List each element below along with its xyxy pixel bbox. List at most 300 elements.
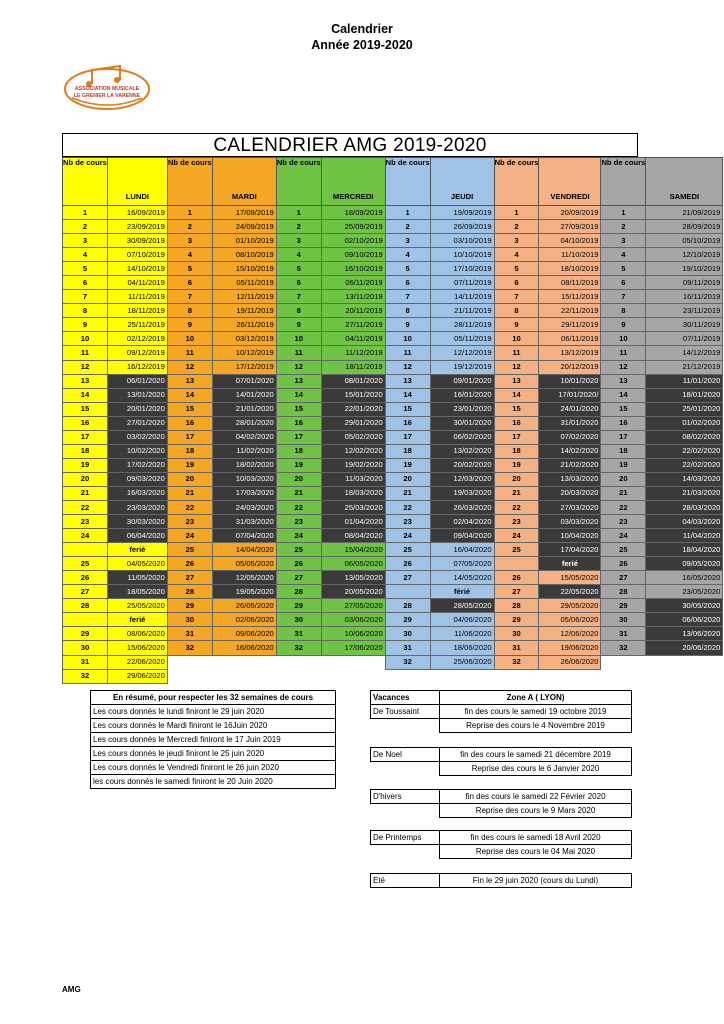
- session-date-lundi: 25/11/2019: [107, 318, 167, 332]
- session-number-jeudi: 5: [385, 262, 430, 276]
- session-date-mardi: 21/01/2020: [212, 402, 276, 416]
- calendar-row: [63, 627, 723, 641]
- session-date-mardi: 14/04/2020: [212, 543, 276, 557]
- session-number-lundi: 20: [63, 472, 108, 486]
- session-number-samedi: 8: [601, 304, 646, 318]
- session-date-lundi: 30/03/2020: [107, 515, 167, 529]
- calendar-row: [63, 571, 723, 585]
- session-date-jeudi: 02/04/2020: [430, 515, 494, 529]
- session-number-mercredi: 20: [276, 472, 321, 486]
- session-number-mercredi: 5: [276, 262, 321, 276]
- session-date-lundi: 11/05/2020: [107, 571, 167, 585]
- session-date-vendredi: 22/05/2020: [539, 585, 601, 599]
- session-date-mardi: 01/10/2019: [212, 234, 276, 248]
- session-date-jeudi: 19/03/2020: [430, 486, 494, 500]
- session-date-vendredi: 24/01/2020: [539, 402, 601, 416]
- session-date-lundi: ferié: [107, 613, 167, 627]
- session-date-jeudi: 19/12/2019: [430, 360, 494, 374]
- session-number-lundi: 4: [63, 248, 108, 262]
- session-date-lundi: 02/12/2019: [107, 332, 167, 346]
- session-date-mercredi: 18/03/2020: [321, 486, 385, 500]
- session-date-vendredi: 21/02/2020: [539, 458, 601, 472]
- session-date-vendredi: 10/01/2020: [539, 374, 601, 388]
- session-number-lundi: 28: [63, 599, 108, 613]
- session-date-mercredi: 15/04/2020: [321, 543, 385, 557]
- session-date-mardi: [212, 669, 276, 683]
- summary-title: En résumé, pour respecter les 32 semaines de cours: [91, 691, 336, 705]
- session-date-vendredi: 17/04/2020: [539, 543, 601, 557]
- vacation-name: De Toussaint: [371, 705, 440, 719]
- session-date-lundi: 16/09/2019: [107, 206, 167, 220]
- session-number-mercredi: 8: [276, 304, 321, 318]
- session-date-vendredi: 12/06/2020: [539, 627, 601, 641]
- session-date-samedi: 23/05/2020: [646, 585, 723, 599]
- vacation-name: D'hivers: [371, 790, 440, 804]
- session-date-mardi: 10/03/2020: [212, 472, 276, 486]
- session-number-mardi: 16: [167, 416, 212, 430]
- session-number-mercredi: 3: [276, 234, 321, 248]
- session-date-mardi: 15/10/2019: [212, 262, 276, 276]
- session-number-mercredi: 1: [276, 206, 321, 220]
- session-date-jeudi: 28/05/2020: [430, 599, 494, 613]
- summary-box: [90, 690, 336, 789]
- session-number-samedi: 2: [601, 220, 646, 234]
- session-date-jeudi: 12/03/2020: [430, 472, 494, 486]
- session-date-mercredi: 02/10/2019: [321, 234, 385, 248]
- zone-label: Zone A ( LYON): [440, 691, 632, 705]
- session-number-jeudi: 15: [385, 402, 430, 416]
- session-number-mardi: 15: [167, 402, 212, 416]
- vacances-label: Vacances: [371, 691, 440, 705]
- session-number-lundi: 32: [63, 669, 108, 683]
- session-number-mercredi: 25: [276, 543, 321, 557]
- session-number-lundi: 1: [63, 206, 108, 220]
- session-date-mercredi: 25/03/2020: [321, 500, 385, 514]
- session-number-mercredi: [276, 655, 321, 669]
- session-date-jeudi: 17/10/2019: [430, 262, 494, 276]
- session-date-samedi: 18/04/2020: [646, 543, 723, 557]
- session-date-mercredi: 05/02/2020: [321, 430, 385, 444]
- footer-label: AMG: [62, 985, 81, 994]
- session-number-vendredi: 30: [494, 627, 539, 641]
- session-number-mercredi: 7: [276, 290, 321, 304]
- calendar-row: [63, 444, 723, 458]
- session-date-vendredi: 29/11/2019: [539, 318, 601, 332]
- summary-line: Les cours donnés le Mercredi finiront le 17 Juin 2019: [91, 733, 336, 747]
- session-date-mardi: 17/12/2019: [212, 360, 276, 374]
- session-number-mercredi: 32: [276, 641, 321, 655]
- calendar-row: [63, 416, 723, 430]
- session-date-mardi: 07/04/2020: [212, 529, 276, 543]
- calendar-row: [63, 500, 723, 514]
- session-number-lundi: 2: [63, 220, 108, 234]
- session-number-jeudi: 17: [385, 430, 430, 444]
- session-date-vendredi: 22/11/2019: [539, 304, 601, 318]
- session-date-samedi: 16/11/2019: [646, 290, 723, 304]
- session-number-lundi: 19: [63, 458, 108, 472]
- session-number-lundi: 31: [63, 655, 108, 669]
- session-date-lundi: 18/11/2019: [107, 304, 167, 318]
- session-date-mercredi: 29/01/2020: [321, 416, 385, 430]
- session-number-samedi: 25: [601, 543, 646, 557]
- session-date-jeudi: 23/01/2020: [430, 402, 494, 416]
- session-number-mercredi: 17: [276, 430, 321, 444]
- vacation-end: Fin le 29 juin 2020 (cours du Lundi): [440, 874, 632, 888]
- session-number-jeudi: 27: [385, 571, 430, 585]
- session-date-vendredi: 14/02/2020: [539, 444, 601, 458]
- session-number-samedi: 6: [601, 276, 646, 290]
- session-number-mercredi: 30: [276, 613, 321, 627]
- session-date-jeudi: 16/04/2020: [430, 543, 494, 557]
- session-number-vendredi: 26: [494, 571, 539, 585]
- calendar-row: [63, 585, 723, 599]
- session-number-vendredi: 6: [494, 276, 539, 290]
- session-date-lundi: 04/05/2020: [107, 557, 167, 571]
- session-number-vendredi: 1: [494, 206, 539, 220]
- session-number-jeudi: 23: [385, 515, 430, 529]
- session-number-vendredi: [494, 557, 539, 571]
- session-date-lundi: 08/06/2020: [107, 627, 167, 641]
- session-date-lundi: 30/09/2019: [107, 234, 167, 248]
- session-date-samedi: 23/11/2019: [646, 304, 723, 318]
- session-date-samedi: 14/03/2020: [646, 472, 723, 486]
- vacation-end: fin des cours le samedi 19 octobre 2019: [440, 705, 632, 719]
- session-date-mercredi: [321, 669, 385, 683]
- session-number-samedi: 22: [601, 500, 646, 514]
- session-date-jeudi: férié: [430, 585, 494, 599]
- session-number-jeudi: 20: [385, 472, 430, 486]
- session-number-mercredi: 18: [276, 444, 321, 458]
- svg-text:ASSOCIATION MUSICALE: ASSOCIATION MUSICALE: [74, 86, 140, 92]
- count-header: Nb de cours: [167, 158, 212, 206]
- session-date-vendredi: 29/05/2020: [539, 599, 601, 613]
- session-number-mercredi: 9: [276, 318, 321, 332]
- session-number-lundi: 30: [63, 641, 108, 655]
- calendar-row: [63, 234, 723, 248]
- session-date-mardi: 04/02/2020: [212, 430, 276, 444]
- session-date-jeudi: 06/02/2020: [430, 430, 494, 444]
- calendar-row: [63, 262, 723, 276]
- session-number-lundi: 13: [63, 374, 108, 388]
- vacances-header: [370, 690, 632, 733]
- session-number-samedi: 1: [601, 206, 646, 220]
- session-number-vendredi: 13: [494, 374, 539, 388]
- session-number-vendredi: 29: [494, 613, 539, 627]
- session-date-mardi: 03/12/2019: [212, 332, 276, 346]
- session-date-mercredi: 13/05/2020: [321, 571, 385, 585]
- calendar-row: [63, 472, 723, 486]
- calendar-row: [63, 220, 723, 234]
- session-number-jeudi: [385, 669, 430, 683]
- session-date-jeudi: 14/05/2020: [430, 571, 494, 585]
- calendar-row: [63, 599, 723, 613]
- session-date-mercredi: 12/02/2020: [321, 444, 385, 458]
- vacation-name: De Noel: [371, 748, 440, 762]
- session-number-samedi: 10: [601, 332, 646, 346]
- session-date-lundi: 23/09/2019: [107, 220, 167, 234]
- session-date-vendredi: 13/03/2020: [539, 472, 601, 486]
- session-date-lundi: 29/06/2020: [107, 669, 167, 683]
- session-number-mercredi: 22: [276, 500, 321, 514]
- session-date-vendredi: 11/10/2019: [539, 248, 601, 262]
- calendar-row: [63, 346, 723, 360]
- session-number-samedi: 14: [601, 388, 646, 402]
- session-number-lundi: 7: [63, 290, 108, 304]
- session-number-mercredi: 19: [276, 458, 321, 472]
- svg-text:LE GRENIER LA VARENNE: LE GRENIER LA VARENNE: [73, 93, 141, 99]
- session-date-lundi: 07/10/2019: [107, 248, 167, 262]
- session-date-samedi: 18/01/2020: [646, 388, 723, 402]
- session-date-mercredi: 08/01/2020: [321, 374, 385, 388]
- session-number-samedi: 3: [601, 234, 646, 248]
- day-header-mardi: MARDI: [212, 158, 276, 206]
- session-date-samedi: 19/10/2019: [646, 262, 723, 276]
- session-date-samedi: 30/05/2020: [646, 599, 723, 613]
- summary-line: Les cours donnés le lundi finiront le 29 juin 2020: [91, 705, 336, 719]
- session-number-jeudi: [385, 585, 430, 599]
- session-number-mardi: 19: [167, 458, 212, 472]
- session-number-vendredi: 19: [494, 458, 539, 472]
- session-number-jeudi: 11: [385, 346, 430, 360]
- session-date-samedi: 07/11/2019: [646, 332, 723, 346]
- calendar-row: [63, 557, 723, 571]
- session-number-samedi: 13: [601, 374, 646, 388]
- session-date-jeudi: 10/10/2019: [430, 248, 494, 262]
- session-date-mardi: 11/02/2020: [212, 444, 276, 458]
- session-date-mercredi: 18/09/2019: [321, 206, 385, 220]
- session-date-samedi: 01/02/2020: [646, 416, 723, 430]
- session-number-samedi: 18: [601, 444, 646, 458]
- session-date-mercredi: 25/09/2019: [321, 220, 385, 234]
- calendar-row: [63, 206, 723, 220]
- session-date-lundi: 06/01/2020: [107, 374, 167, 388]
- session-number-samedi: 4: [601, 248, 646, 262]
- session-number-samedi: [601, 655, 646, 669]
- session-number-mercredi: 29: [276, 599, 321, 613]
- session-date-lundi: 06/04/2020: [107, 529, 167, 543]
- session-number-lundi: 26: [63, 571, 108, 585]
- session-number-jeudi: 28: [385, 599, 430, 613]
- session-number-vendredi: 14: [494, 388, 539, 402]
- session-number-mercredi: 11: [276, 346, 321, 360]
- session-number-jeudi: 9: [385, 318, 430, 332]
- session-number-vendredi: 16: [494, 416, 539, 430]
- session-date-samedi: 22/02/2020: [646, 444, 723, 458]
- session-number-mardi: 20: [167, 472, 212, 486]
- session-number-mardi: 2: [167, 220, 212, 234]
- session-number-mercredi: 2: [276, 220, 321, 234]
- session-number-samedi: 15: [601, 402, 646, 416]
- session-number-vendredi: 31: [494, 641, 539, 655]
- session-date-lundi: 23/03/2020: [107, 500, 167, 514]
- session-number-samedi: 11: [601, 346, 646, 360]
- session-number-mardi: 5: [167, 262, 212, 276]
- session-date-mercredi: 09/10/2019: [321, 248, 385, 262]
- session-number-lundi: 17: [63, 430, 108, 444]
- session-date-samedi: [646, 655, 723, 669]
- session-date-jeudi: 12/12/2019: [430, 346, 494, 360]
- session-date-vendredi: 20/03/2020: [539, 486, 601, 500]
- session-number-jeudi: 7: [385, 290, 430, 304]
- session-date-lundi: 04/11/2019: [107, 276, 167, 290]
- session-number-vendredi: 22: [494, 500, 539, 514]
- session-date-vendredi: 15/05/2020: [539, 571, 601, 585]
- session-number-mercredi: 13: [276, 374, 321, 388]
- session-number-mercredi: 14: [276, 388, 321, 402]
- session-date-jeudi: [430, 669, 494, 683]
- vacation-end: fin des cours le samedi 22 Février 2020: [440, 790, 632, 804]
- session-date-lundi: 09/12/2019: [107, 346, 167, 360]
- session-number-lundi: 10: [63, 332, 108, 346]
- session-date-mardi: 18/02/2020: [212, 458, 276, 472]
- calendar-row: [63, 360, 723, 374]
- day-header-lundi: LUNDI: [107, 158, 167, 206]
- session-number-mardi: 13: [167, 374, 212, 388]
- session-date-samedi: 11/01/2020: [646, 374, 723, 388]
- session-date-samedi: 13/06/2020: [646, 627, 723, 641]
- session-date-vendredi: 20/09/2019: [539, 206, 601, 220]
- session-number-vendredi: 12: [494, 360, 539, 374]
- session-date-mardi: 14/01/2020: [212, 388, 276, 402]
- vacation-name: De Printemps: [371, 831, 440, 845]
- session-number-mardi: 6: [167, 276, 212, 290]
- calendar-row: [63, 402, 723, 416]
- session-number-jeudi: 24: [385, 529, 430, 543]
- session-date-mercredi: 16/10/2019: [321, 262, 385, 276]
- vacation-noel: [370, 747, 632, 776]
- session-number-mercredi: 16: [276, 416, 321, 430]
- session-date-mercredi: 19/02/2020: [321, 458, 385, 472]
- session-date-samedi: 08/02/2020: [646, 430, 723, 444]
- session-number-jeudi: 31: [385, 641, 430, 655]
- session-number-vendredi: 4: [494, 248, 539, 262]
- session-number-samedi: 27: [601, 571, 646, 585]
- session-date-lundi: 17/02/2020: [107, 458, 167, 472]
- session-date-mercredi: 04/11/2019: [321, 332, 385, 346]
- session-number-jeudi: 8: [385, 304, 430, 318]
- music-note-logo-icon: [62, 62, 152, 112]
- session-date-vendredi: 13/12/2019: [539, 346, 601, 360]
- session-number-samedi: 9: [601, 318, 646, 332]
- session-number-lundi: 9: [63, 318, 108, 332]
- session-number-vendredi: 17: [494, 430, 539, 444]
- session-number-lundi: 29: [63, 627, 108, 641]
- calendar-row: [63, 669, 723, 683]
- session-date-lundi: 18/05/2020: [107, 585, 167, 599]
- session-number-jeudi: 3: [385, 234, 430, 248]
- session-number-lundi: 3: [63, 234, 108, 248]
- session-number-jeudi: 29: [385, 613, 430, 627]
- calendar-body: [63, 206, 723, 684]
- session-number-lundi: 24: [63, 529, 108, 543]
- session-date-samedi: 21/03/2020: [646, 486, 723, 500]
- session-date-vendredi: 08/11/2019: [539, 276, 601, 290]
- session-date-samedi: 04/03/2020: [646, 515, 723, 529]
- session-number-vendredi: 11: [494, 346, 539, 360]
- session-date-vendredi: 18/10/2019: [539, 262, 601, 276]
- session-date-vendredi: 19/06/2020: [539, 641, 601, 655]
- calendar-row: [63, 374, 723, 388]
- vacation-printemps: [370, 830, 632, 859]
- session-date-jeudi: 18/06/2020: [430, 641, 494, 655]
- summary-line: Les cours donnés le jeudi finiront le 25 juin 2020: [91, 747, 336, 761]
- session-number-lundi: 22: [63, 500, 108, 514]
- session-number-jeudi: 21: [385, 486, 430, 500]
- session-date-vendredi: 03/03/2020: [539, 515, 601, 529]
- session-number-jeudi: 14: [385, 388, 430, 402]
- session-number-mardi: 4: [167, 248, 212, 262]
- session-date-samedi: 22/02/2020: [646, 458, 723, 472]
- session-number-vendredi: [494, 669, 539, 683]
- session-number-mercredi: 27: [276, 571, 321, 585]
- summary-line: Les cours donnés le Vendredi finiront le 26 juin 2020: [91, 761, 336, 775]
- session-date-lundi: 10/02/2020: [107, 444, 167, 458]
- session-date-samedi: 20/06/2020: [646, 641, 723, 655]
- session-number-samedi: 23: [601, 515, 646, 529]
- session-number-vendredi: 10: [494, 332, 539, 346]
- session-date-mardi: 17/03/2020: [212, 486, 276, 500]
- session-number-lundi: 5: [63, 262, 108, 276]
- session-number-samedi: 16: [601, 416, 646, 430]
- session-number-samedi: [601, 669, 646, 683]
- session-date-vendredi: 07/02/2020: [539, 430, 601, 444]
- session-date-mardi: 17/09/2019: [212, 206, 276, 220]
- session-date-vendredi: 31/01/2020: [539, 416, 601, 430]
- session-number-vendredi: 20: [494, 472, 539, 486]
- session-date-mercredi: 06/05/2020: [321, 557, 385, 571]
- session-number-mercredi: 12: [276, 360, 321, 374]
- session-number-vendredi: 3: [494, 234, 539, 248]
- vacation-resume: Reprise des cours le 9 Mars 2020: [440, 804, 632, 818]
- session-number-mercredi: [276, 669, 321, 683]
- session-date-mardi: 24/03/2020: [212, 500, 276, 514]
- session-number-lundi: 15: [63, 402, 108, 416]
- session-date-jeudi: 03/10/2019: [430, 234, 494, 248]
- session-number-jeudi: 13: [385, 374, 430, 388]
- session-number-jeudi: 26: [385, 557, 430, 571]
- session-number-mercredi: 21: [276, 486, 321, 500]
- session-number-mardi: 27: [167, 571, 212, 585]
- session-date-mercredi: 20/11/2019: [321, 304, 385, 318]
- session-number-vendredi: 32: [494, 655, 539, 669]
- session-number-samedi: 32: [601, 641, 646, 655]
- session-date-lundi: 09/03/2020: [107, 472, 167, 486]
- session-date-lundi: 11/11/2019: [107, 290, 167, 304]
- session-date-mardi: 10/12/2019: [212, 346, 276, 360]
- count-header: Nb de cours: [494, 158, 539, 206]
- session-number-lundi: 14: [63, 388, 108, 402]
- session-number-jeudi: 19: [385, 458, 430, 472]
- session-number-lundi: 25: [63, 557, 108, 571]
- session-number-lundi: 18: [63, 444, 108, 458]
- session-number-mardi: [167, 669, 212, 683]
- session-number-lundi: 6: [63, 276, 108, 290]
- summary-line: Les cours donnés le Mardi finiront le 16Juin 2020: [91, 719, 336, 733]
- page-subtitle: Année 2019-2020: [311, 38, 413, 52]
- session-number-mercredi: 15: [276, 402, 321, 416]
- session-date-samedi: 21/12/2019: [646, 360, 723, 374]
- session-date-lundi: 13/01/2020: [107, 388, 167, 402]
- session-date-vendredi: 15/11/2019: [539, 290, 601, 304]
- day-header-samedi: SAMEDI: [646, 158, 723, 206]
- session-number-jeudi: 10: [385, 332, 430, 346]
- session-number-jeudi: 22: [385, 500, 430, 514]
- session-number-mardi: 10: [167, 332, 212, 346]
- vacation-name: Eté: [371, 874, 440, 888]
- session-number-mardi: 1: [167, 206, 212, 220]
- session-date-vendredi: 05/06/2020: [539, 613, 601, 627]
- session-number-samedi: 31: [601, 627, 646, 641]
